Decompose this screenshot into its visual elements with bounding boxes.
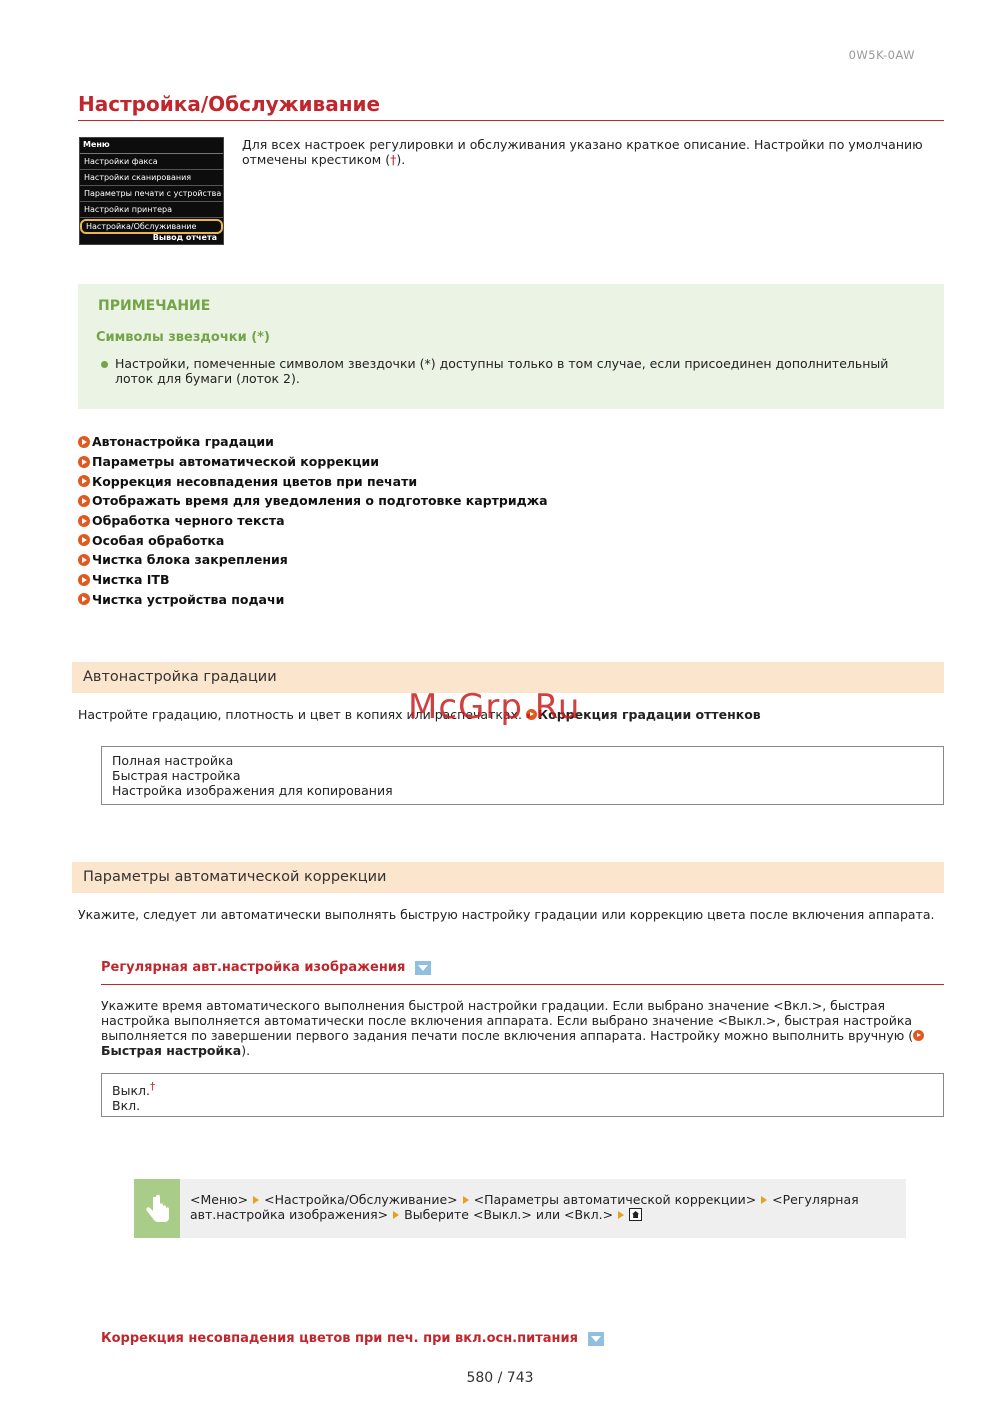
arrow-icon bbox=[78, 574, 90, 586]
link-special-processing[interactable]: Особая обработка bbox=[78, 530, 548, 550]
menu-item: Настройки факса bbox=[80, 154, 223, 170]
title-divider bbox=[78, 120, 944, 121]
menu-header: Меню bbox=[80, 138, 223, 154]
arrow-icon bbox=[78, 554, 90, 566]
bullet-icon bbox=[101, 361, 108, 368]
section1-text: Настройте градацию, плотность и цвет в копиях или распечатках. Коррекция градации оттенков bbox=[78, 707, 761, 722]
link-gradation-correction[interactable]: Коррекция градации оттенков bbox=[526, 707, 761, 722]
procedure-text: <Меню> <Настройка/Обслуживание> <Параметры автоматической коррекции> <Регулярная авт.настройка изображения> Выберите <Выкл.> или <Вкл.> bbox=[190, 1192, 859, 1222]
subsection-title: Коррекция несовпадения цветов при печ. при вкл.осн.питания bbox=[101, 1331, 604, 1346]
expand-icon[interactable] bbox=[415, 961, 431, 975]
option-item: Быстрая настройка bbox=[112, 768, 241, 783]
option-item: Полная настройка bbox=[112, 753, 234, 768]
step-arrow-icon bbox=[253, 1196, 259, 1204]
arrow-icon bbox=[78, 475, 90, 487]
link-quick-adjust[interactable]: Быстрая настройка bbox=[101, 1028, 925, 1058]
link-auto-correction[interactable]: Параметры автоматической коррекции bbox=[78, 452, 548, 472]
note-text: Настройки, помеченные символом звездочки (*) доступны только в том случае, если присоединен дополнительный лоток для бумаги (лоток 2). bbox=[115, 356, 889, 386]
note-subheading: Символы звездочки (*) bbox=[96, 330, 270, 345]
arrow-icon bbox=[78, 593, 90, 605]
note-heading: ПРИМЕЧАНИЕ bbox=[98, 298, 211, 314]
watermark: McGrp.Ru bbox=[408, 687, 581, 727]
link-auto-gradation[interactable]: Автонастройка градации bbox=[78, 432, 548, 452]
options-box bbox=[101, 1073, 944, 1117]
option-item: Вкл. bbox=[112, 1098, 141, 1114]
menu-footer: Вывод отчета bbox=[152, 233, 217, 242]
expand-icon[interactable] bbox=[588, 1332, 604, 1346]
arrow-icon bbox=[78, 456, 90, 468]
subsection-divider bbox=[101, 984, 944, 985]
option-item: Настройка изображения для копирования bbox=[112, 783, 393, 798]
menu-item: Настройки сканирования bbox=[80, 170, 223, 186]
arrow-icon bbox=[78, 534, 90, 546]
step-arrow-icon bbox=[463, 1196, 469, 1204]
arrow-icon bbox=[913, 1030, 924, 1041]
subsection-title: Регулярная авт.настройка изображения bbox=[101, 960, 431, 975]
intro-paragraph: Для всех настроек регулировки и обслуживания указано краткое описание. Настройки по умолчанию отмечены крестиком (†). bbox=[242, 137, 923, 167]
hand-pointer-icon bbox=[134, 1179, 180, 1238]
topic-links bbox=[78, 432, 548, 609]
link-cartridge-notice[interactable]: Отображать время для уведомления о подготовке картриджа bbox=[78, 491, 548, 511]
menu-item-selected: Настройка/Обслуживание bbox=[80, 219, 223, 234]
document-id: 0W5K-0AW bbox=[848, 48, 915, 62]
arrow-icon bbox=[78, 495, 90, 507]
arrow-icon bbox=[78, 436, 90, 448]
menu-item: Настройки принтера bbox=[80, 202, 223, 218]
page-title: Настройка/Обслуживание bbox=[78, 92, 381, 116]
menu-item: Параметры печати с устройства bbox=[80, 186, 223, 202]
step-arrow-icon bbox=[761, 1196, 767, 1204]
option-item: Выкл.† bbox=[112, 1081, 156, 1099]
page-number: 580 / 743 bbox=[466, 1370, 534, 1386]
link-black-text[interactable]: Обработка черного текста bbox=[78, 511, 548, 531]
dagger-mark: † bbox=[149, 1081, 156, 1093]
options-box bbox=[101, 746, 944, 805]
section2-text: Укажите, следует ли автоматически выполнять быструю настройку градации или коррекцию цвета после включения аппарата. bbox=[78, 907, 935, 922]
link-fixing-cleaning[interactable]: Чистка блока закрепления bbox=[78, 550, 548, 570]
subsection-text: Укажите время автоматического выполнения быстрой настройки градации. Если выбрано значение <Вкл.>, быстрая настройка выполняется автоматически после включения аппарата. Если выбрано значение <Выкл.>, быстрая настройка выполняется по завершении первого задания печати после включения аппарата. Настройку можно выполнить вручную (Быстрая настройка). bbox=[101, 998, 944, 1058]
arrow-icon bbox=[78, 515, 90, 527]
link-color-mismatch[interactable]: Коррекция несовпадения цветов при печати bbox=[78, 471, 548, 491]
step-arrow-icon bbox=[618, 1211, 624, 1219]
home-icon bbox=[629, 1208, 642, 1221]
dagger-mark: † bbox=[390, 152, 397, 167]
section-header-gradation: Автонастройка градации bbox=[72, 662, 944, 693]
section-header-auto-correction: Параметры автоматической коррекции bbox=[72, 862, 944, 893]
menu-screenshot bbox=[79, 137, 224, 245]
link-feeder-cleaning[interactable]: Чистка устройства подачи bbox=[78, 590, 548, 610]
step-arrow-icon bbox=[393, 1211, 399, 1219]
link-itb-cleaning[interactable]: Чистка ITB bbox=[78, 570, 548, 590]
